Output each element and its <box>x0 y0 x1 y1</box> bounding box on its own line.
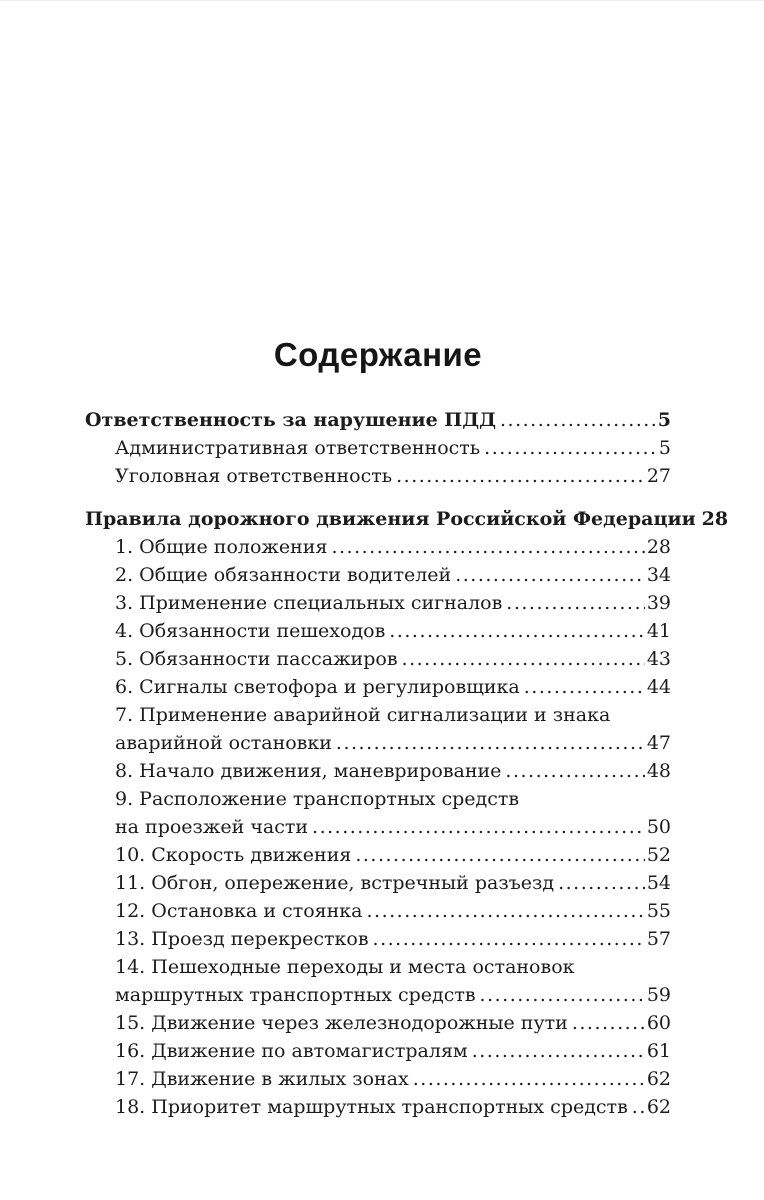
toc-entry <box>85 673 671 701</box>
toc-entry <box>85 617 671 645</box>
toc <box>85 406 729 1121</box>
toc-page-number: 57 <box>646 928 671 950</box>
toc-entry-text: 3. Применение специальных сигналов <box>115 592 503 614</box>
toc-page-number: 62 <box>646 1096 671 1118</box>
toc-page-number: 5 <box>657 409 671 431</box>
dot-leader <box>312 813 645 841</box>
toc-entry-text: 6. Сигналы светофора и регулировщика <box>115 676 520 698</box>
dot-leader <box>367 897 645 925</box>
toc-page-number: 61 <box>646 1040 671 1062</box>
toc-entry <box>85 729 671 757</box>
toc-page-number: 27 <box>646 465 671 487</box>
toc-entry <box>85 1093 671 1121</box>
toc-entry-text: 13. Проезд перекрестков <box>115 928 369 950</box>
toc-entry-text: маршрутных транспортных средств <box>115 984 476 1006</box>
toc-page-number: 39 <box>646 592 671 614</box>
toc-entry-text: 11. Обгон, опережение, встречный разъезд <box>115 872 555 894</box>
toc-entry <box>85 981 671 1009</box>
toc-entry-text: 17. Движение в жилых зонах <box>115 1068 409 1090</box>
toc-entry <box>85 1009 671 1037</box>
dot-leader <box>632 1093 645 1121</box>
toc-page-number: 28 <box>646 536 671 558</box>
toc-page-number: 34 <box>646 564 671 586</box>
toc-entry <box>85 897 671 925</box>
dot-leader <box>506 589 645 617</box>
toc-entry-text: 10. Скорость движения <box>115 844 352 866</box>
page-title: Содержание <box>273 336 483 374</box>
toc-entry <box>85 1065 671 1093</box>
dot-leader <box>355 841 644 869</box>
toc-entry-text: 14. Пешеходные переходы и места остановок <box>115 956 575 978</box>
toc-entry-text: 4. Обязанности пешеходов <box>115 620 386 642</box>
dot-leader <box>455 561 645 589</box>
toc-entry <box>85 813 671 841</box>
toc-section <box>85 505 729 1121</box>
toc-entry <box>85 561 671 589</box>
toc-section-header <box>85 406 671 434</box>
dot-leader <box>558 869 645 897</box>
page-top-edge <box>0 0 764 1</box>
dot-leader <box>413 1065 645 1093</box>
toc-page-number: 28 <box>701 508 729 530</box>
toc-entry <box>85 869 671 897</box>
toc-page-number: 43 <box>646 648 671 670</box>
toc-section-header-text: Ответственность за нарушение ПДД <box>85 409 497 431</box>
toc-entry <box>85 462 671 490</box>
toc-page-number: 54 <box>646 872 671 894</box>
dot-leader <box>402 645 645 673</box>
dot-leader <box>396 462 645 490</box>
toc-entry <box>85 434 671 462</box>
toc-page-number: 41 <box>646 620 671 642</box>
toc-entry-text: 2. Общие обязанности водителей <box>115 564 452 586</box>
dot-leader <box>373 925 645 953</box>
toc-entry-text: 8. Начало движения, маневрирование <box>115 760 502 782</box>
toc-entry <box>85 841 671 869</box>
dot-leader <box>484 434 657 462</box>
toc-entry <box>85 757 671 785</box>
toc-entry <box>85 701 671 729</box>
toc-entry <box>85 645 671 673</box>
toc-entry-text: 5. Обязанности пассажиров <box>115 648 398 670</box>
toc-page-number: 47 <box>646 732 671 754</box>
toc-entry-text: 16. Движение по автомагистралям <box>115 1040 468 1062</box>
toc-page-number: 62 <box>646 1068 671 1090</box>
toc-page-number: 55 <box>646 900 671 922</box>
dot-leader <box>505 757 644 785</box>
toc-entry-text: аварийной остановки <box>115 732 332 754</box>
dot-leader <box>336 729 645 757</box>
toc-entry-text: на проезжей части <box>115 816 309 838</box>
toc-section-header-text: Правила дорожного движения Российской Федерации <box>85 508 696 530</box>
dot-leader <box>472 1037 645 1065</box>
dot-leader <box>389 617 645 645</box>
dot-leader <box>572 1009 645 1037</box>
toc-entry-text: 12. Остановка и стоянка <box>115 900 363 922</box>
toc-entry-text: 1. Общие положения <box>115 536 328 558</box>
toc-entry <box>85 533 671 561</box>
toc-entry <box>85 785 671 813</box>
toc-entry-text: Уголовная ответственность <box>115 465 393 487</box>
toc-page-number: 50 <box>646 816 671 838</box>
toc-entry-text: Административная ответственность <box>115 437 481 459</box>
dot-leader <box>500 406 656 434</box>
dot-leader <box>480 981 645 1009</box>
toc-entry-text: 7. Применение аварийной сигнализации и знака <box>115 704 611 726</box>
toc-entry-text: 9. Расположение транспортных средств <box>115 788 520 810</box>
dot-leader <box>331 533 644 561</box>
toc-section <box>85 406 671 490</box>
dot-leader <box>524 673 645 701</box>
toc-page-number: 60 <box>646 1012 671 1034</box>
toc-section-header <box>85 505 729 533</box>
toc-entry <box>85 1037 671 1065</box>
toc-page-number: 48 <box>646 760 671 782</box>
toc-page-number: 59 <box>646 984 671 1006</box>
toc-page-number: 44 <box>646 676 671 698</box>
toc-entry <box>85 953 671 981</box>
toc-entry <box>85 589 671 617</box>
toc-entry-text: 15. Движение через железнодорожные пути <box>115 1012 568 1034</box>
toc-page-number: 5 <box>658 437 671 459</box>
toc-entry <box>85 925 671 953</box>
toc-page-number: 52 <box>646 844 671 866</box>
toc-entry-text: 18. Приоритет маршрутных транспортных средств <box>115 1096 628 1118</box>
